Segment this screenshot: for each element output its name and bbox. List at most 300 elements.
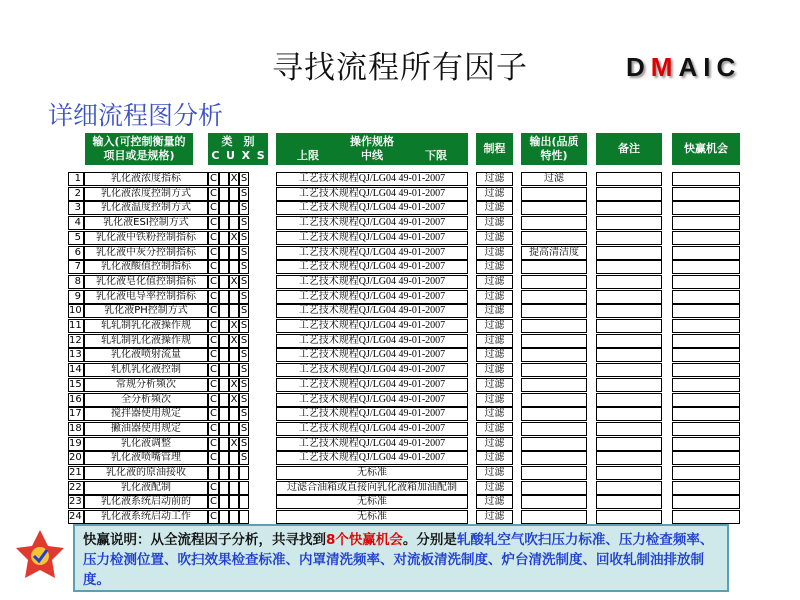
cell-rem (596, 466, 662, 480)
cell-name: 轧轧制乳化液操作规 (84, 319, 208, 333)
cell-x: X (230, 173, 238, 184)
cell-s: S (240, 217, 248, 229)
note-text1: 从全流程因子分析，共寻找到 (150, 532, 326, 548)
cell-proc: 过滤 (476, 290, 513, 304)
cell-out (521, 319, 587, 333)
cell-u (219, 437, 229, 451)
dmaic-i: I (703, 52, 717, 82)
cell-u (219, 481, 229, 495)
cell-s: S (240, 364, 248, 376)
cell-x (229, 422, 239, 436)
cell-name: 乳化液中铁粉控制指标 (84, 231, 208, 245)
cell-x (229, 407, 239, 421)
cell-name: 乳化液浓度控制方式 (84, 187, 208, 201)
header-output-line2: 特性) (540, 149, 568, 162)
cell-spec: 工艺技术规程QJ/LG04 49-01-2007 (276, 451, 468, 465)
cell-qw (672, 348, 740, 362)
cell-c: C (208, 495, 219, 509)
cell-rem (596, 422, 662, 436)
cell-u (219, 290, 229, 304)
note-text2: 。分别是 (402, 532, 457, 548)
cell-proc: 过滤 (476, 407, 513, 421)
header-cat-u: U (226, 149, 235, 162)
dmaic-m: M (650, 52, 679, 82)
cell-c: C (208, 363, 219, 377)
cell-n: 16 (68, 393, 84, 407)
cell-spec: 工艺技术规程QJ/LG04 49-01-2007 (276, 246, 468, 260)
cell-name: 常规分析频次 (84, 378, 208, 392)
cell-rem (596, 495, 662, 509)
cell-c: C (208, 260, 219, 274)
cell-s: S (240, 231, 248, 243)
cell-proc: 过滤 (476, 481, 513, 495)
cell-u (219, 304, 229, 318)
header-spec-label: 操作规格 (350, 135, 394, 148)
cell-name: 乳化液配制 (84, 481, 208, 495)
cell-qw (672, 290, 740, 304)
cell-name: 搅拌器使用规定 (84, 407, 208, 421)
cell-qw (672, 466, 740, 480)
cell-u (219, 334, 229, 348)
cell-u (219, 466, 229, 480)
cell-n: 7 (68, 260, 84, 274)
cell-n: 3 (68, 201, 84, 215)
cell-rem (596, 437, 662, 451)
cell-spec: 工艺技术规程QJ/LG04 49-01-2007 (276, 260, 468, 274)
cell-rem (596, 334, 662, 348)
cell-name: 乳化液系统启动前的 (84, 495, 208, 509)
header-spec (276, 133, 468, 165)
cell-proc: 过滤 (476, 187, 513, 201)
cell-spec: 无标准 (276, 495, 468, 509)
cell-n: 14 (68, 363, 84, 377)
cell-name: 乳化液的原油接收 (84, 466, 208, 480)
cell-proc: 过滤 (476, 422, 513, 436)
cell-n: 20 (68, 451, 84, 465)
header-remarks-label: 备注 (618, 142, 640, 155)
cell-x: X (230, 378, 238, 390)
cell-n: 8 (68, 275, 84, 289)
cell-s: S (240, 173, 248, 184)
cell-spec: 无标准 (276, 510, 468, 524)
cell-out (521, 495, 587, 509)
cell-n: 15 (68, 378, 84, 392)
cell-spec: 工艺技术规程QJ/LG04 49-01-2007 (276, 334, 468, 348)
cell-proc: 过滤 (476, 201, 513, 215)
cell-c: C (208, 246, 219, 260)
cell-rem (596, 246, 662, 260)
cell-name: 乳化液温度控制方式 (84, 201, 208, 215)
cell-n: 4 (68, 216, 84, 230)
cell-spec: 无标准 (276, 466, 468, 480)
cell-x: X (230, 320, 238, 331)
header-output-line1: 输出(品质 (529, 135, 579, 148)
cell-qw (672, 481, 740, 495)
cell-s: S (240, 349, 248, 361)
cell-out (521, 187, 587, 201)
header-quick-win-label: 快赢机会 (684, 142, 728, 155)
cell-s (239, 481, 249, 495)
note-label: 快赢说明： (83, 532, 151, 548)
cell-spec: 工艺技术规程QJ/LG04 49-01-2007 (276, 304, 468, 318)
cell-rem (596, 172, 662, 186)
cell-out (521, 451, 587, 465)
cell-name: 撇油器使用规定 (84, 422, 208, 436)
cell-name: 乳化液皂化值控制指标 (84, 275, 208, 289)
cell-s: S (240, 246, 248, 258)
cell-c: C (208, 319, 219, 333)
cell-proc: 过滤 (476, 437, 513, 451)
cell-u (219, 378, 229, 392)
cell-c: C (208, 437, 219, 451)
header-remarks (596, 133, 662, 165)
cell-u (219, 495, 229, 509)
cell-name: 乳化液电导率控制指标 (84, 290, 208, 304)
cell-x (229, 304, 239, 318)
cell-rem (596, 275, 662, 289)
cell-u (219, 393, 229, 407)
cell-rem (596, 407, 662, 421)
cell-out (521, 510, 587, 524)
cell-u (219, 187, 229, 201)
cell-qw (672, 304, 740, 318)
header-category (208, 133, 268, 165)
cell-qw (672, 393, 740, 407)
cell-x (229, 290, 239, 304)
cell-n: 23 (68, 495, 84, 509)
cell-n: 5 (68, 231, 84, 245)
cell-proc: 过滤 (476, 304, 513, 318)
cell-s: S (240, 305, 248, 317)
cell-c: C (208, 348, 219, 362)
cell-qw (672, 246, 740, 260)
cell-x: X (230, 275, 238, 287)
cell-rem (596, 451, 662, 465)
cell-qw (672, 187, 740, 201)
cell-spec: 工艺技术规程QJ/LG04 49-01-2007 (276, 290, 468, 304)
cell-out (521, 466, 587, 480)
cell-out (521, 275, 587, 289)
cell-x (229, 466, 239, 480)
cell-out (521, 363, 587, 377)
header-middle: 中线 (361, 149, 383, 162)
cell-spec: 工艺技术规程QJ/LG04 49-01-2007 (276, 275, 468, 289)
dmaic-logo (626, 52, 741, 83)
cell-x (229, 260, 239, 274)
cell-qw (672, 510, 740, 524)
header-cat-x: X (241, 149, 251, 162)
cell-rem (596, 510, 662, 524)
cell-name: 乳化液PH控制方式 (84, 304, 208, 318)
section-subtitle: 详细流程图分析 (48, 101, 224, 130)
cell-s: S (240, 452, 248, 464)
cell-u (219, 451, 229, 465)
cell-out (521, 201, 587, 215)
cell-spec: 过滤合油箱或直接向乳化液箱加油配制 (276, 481, 468, 495)
cell-c: C (208, 201, 219, 215)
cell-rem (596, 201, 662, 215)
cell-n: 21 (68, 466, 84, 480)
header-input-line1: 输入(可控制衡量的 (92, 135, 186, 148)
cell-rem (596, 348, 662, 362)
cell-u (219, 275, 229, 289)
cell-qw (672, 319, 740, 333)
cell-qw (672, 275, 740, 289)
cell-spec: 工艺技术规程QJ/LG04 49-01-2007 (276, 172, 468, 186)
cell-s (239, 510, 249, 524)
header-cat-s: S (256, 149, 265, 162)
cell-out (521, 393, 587, 407)
cell-spec: 工艺技术规程QJ/LG04 49-01-2007 (276, 407, 468, 421)
cell-qw (672, 363, 740, 377)
cell-out (521, 481, 587, 495)
cell-proc: 过滤 (476, 510, 513, 524)
note-items: 轧酸轧空气吹扫压力标准、压力检查频率、压力检测位置、吹扫效果检查标准、内罩清洗频率、对流板清洗制度、炉台清洗制度、回收轧制油排放制度。 (83, 532, 714, 588)
cell-c: C (208, 304, 219, 318)
cell-proc: 过滤 (476, 378, 513, 392)
cell-name: 乳化液中灰分控制指标 (84, 246, 208, 260)
cell-x (229, 216, 239, 230)
cell-qw (672, 422, 740, 436)
cell-c: C (208, 510, 219, 524)
cell-s: S (240, 393, 248, 405)
header-process (476, 133, 513, 165)
cell-qw (672, 495, 740, 509)
cell-spec: 工艺技术规程QJ/LG04 49-01-2007 (276, 348, 468, 362)
header-output (521, 133, 587, 165)
cell-u (219, 260, 229, 274)
cell-u (219, 407, 229, 421)
cell-proc: 过滤 (476, 260, 513, 274)
cell-x (229, 348, 239, 362)
cell-qw (672, 216, 740, 230)
cell-s (239, 495, 249, 509)
cell-s: S (240, 290, 248, 302)
cell-proc: 过滤 (476, 334, 513, 348)
quick-win-note (73, 524, 729, 592)
cell-u (219, 246, 229, 260)
header-input (85, 133, 193, 165)
cell-c (208, 466, 219, 480)
cell-n: 2 (68, 187, 84, 201)
cell-out (521, 407, 587, 421)
cell-name: 乳化液喷嘴管理 (84, 451, 208, 465)
cell-n: 11 (68, 319, 84, 333)
cell-c: C (208, 334, 219, 348)
cell-c: C (208, 481, 219, 495)
cell-s: S (240, 202, 248, 214)
dmaic-c: C (716, 52, 742, 82)
cell-out (521, 231, 587, 245)
cell-u (219, 201, 229, 215)
cell-rem (596, 216, 662, 230)
cell-spec: 工艺技术规程QJ/LG04 49-01-2007 (276, 378, 468, 392)
cell-x (229, 246, 239, 260)
cell-spec: 工艺技术规程QJ/LG04 49-01-2007 (276, 422, 468, 436)
cell-proc: 过滤 (476, 319, 513, 333)
cell-qw (672, 437, 740, 451)
cell-qw (672, 260, 740, 274)
cell-c: C (208, 451, 219, 465)
cell-rem (596, 378, 662, 392)
cell-name: 乳化液喷射流量 (84, 348, 208, 362)
cell-proc: 过滤 (476, 231, 513, 245)
cell-u (219, 348, 229, 362)
cell-c: C (208, 172, 219, 186)
cell-spec: 工艺技术规程QJ/LG04 49-01-2007 (276, 363, 468, 377)
cell-c: C (208, 275, 219, 289)
cell-n: 24 (68, 510, 84, 524)
header-upper: 上限 (297, 149, 319, 162)
cell-x: X (230, 231, 238, 243)
cell-rem (596, 319, 662, 333)
cell-u (219, 319, 229, 333)
cell-x (229, 201, 239, 215)
cell-proc: 过滤 (476, 393, 513, 407)
cell-spec: 工艺技术规程QJ/LG04 49-01-2007 (276, 437, 468, 451)
cell-n: 22 (68, 481, 84, 495)
cell-s: S (240, 408, 248, 420)
cell-name: 轧轧制乳化液操作规 (84, 334, 208, 348)
cell-qw (672, 231, 740, 245)
cell-rem (596, 290, 662, 304)
cell-qw (672, 451, 740, 465)
cell-name: 乳化液浓度指标 (84, 172, 208, 186)
page-title: 寻找流程所有因子 (272, 50, 528, 86)
cell-s: S (240, 437, 248, 449)
cell-s (239, 466, 249, 480)
dmaic-a: A (678, 52, 704, 82)
cell-out (521, 260, 587, 274)
cell-x: X (230, 393, 238, 405)
cell-s: S (240, 275, 248, 287)
cell-x: X (230, 437, 238, 449)
cell-n: 1 (68, 172, 84, 186)
cell-proc: 过滤 (476, 466, 513, 480)
cell-out (521, 422, 587, 436)
cell-name: 乳化液调整 (84, 437, 208, 451)
cell-x (229, 187, 239, 201)
cell-name: 乳化液ESI控制方式 (84, 216, 208, 230)
cell-s: S (240, 334, 248, 346)
cell-u (219, 216, 229, 230)
cell-name: 轧机乳化液控制 (84, 363, 208, 377)
cell-spec: 工艺技术规程QJ/LG04 49-01-2007 (276, 201, 468, 215)
cell-qw (672, 334, 740, 348)
cell-proc: 过滤 (476, 363, 513, 377)
header-input-line2: 项目或是规格) (103, 149, 175, 162)
cell-s: S (240, 261, 248, 273)
header-category-label: 类 别 (221, 135, 255, 148)
quick-win-logo-icon (14, 526, 66, 586)
cell-rem (596, 187, 662, 201)
cell-proc: 过滤 (476, 495, 513, 509)
cell-x (229, 495, 239, 509)
cell-x: X (230, 334, 238, 346)
cell-rem (596, 363, 662, 377)
cell-spec: 工艺技术规程QJ/LG04 49-01-2007 (276, 231, 468, 245)
cell-spec: 工艺技术规程QJ/LG04 49-01-2007 (276, 319, 468, 333)
cell-out (521, 348, 587, 362)
cell-s: S (240, 320, 248, 331)
cell-proc: 过滤 (476, 275, 513, 289)
cell-x (229, 363, 239, 377)
cell-n: 9 (68, 290, 84, 304)
cell-out (521, 378, 587, 392)
cell-u (219, 510, 229, 524)
dmaic-d: D (626, 52, 651, 82)
cell-c: C (208, 187, 219, 201)
cell-c: C (208, 422, 219, 436)
cell-n: 12 (68, 334, 84, 348)
cell-x (229, 510, 239, 524)
cell-c: C (208, 407, 219, 421)
cell-rem (596, 304, 662, 318)
cell-rem (596, 260, 662, 274)
cell-name: 乳化液系统启动工作 (84, 510, 208, 524)
cell-qw (672, 378, 740, 392)
cell-u (219, 422, 229, 436)
cell-x (229, 451, 239, 465)
cell-proc: 过滤 (476, 348, 513, 362)
cell-s: S (240, 378, 248, 390)
cell-x (229, 481, 239, 495)
cell-n: 13 (68, 348, 84, 362)
cell-c: C (208, 393, 219, 407)
cell-out: 过滤 (521, 172, 587, 186)
cell-out (521, 437, 587, 451)
cell-name: 全分析频次 (84, 393, 208, 407)
cell-spec: 工艺技术规程QJ/LG04 49-01-2007 (276, 216, 468, 230)
cell-qw (672, 407, 740, 421)
cell-u (219, 363, 229, 377)
note-highlight: 8个快赢机会 (326, 532, 403, 548)
cell-s: S (240, 422, 248, 434)
cell-n: 18 (68, 422, 84, 436)
header-lower: 下限 (425, 149, 447, 162)
cell-n: 19 (68, 437, 84, 451)
cell-rem (596, 481, 662, 495)
cell-c: C (208, 216, 219, 230)
cell-proc: 过滤 (476, 451, 513, 465)
header-cat-c: C (211, 149, 220, 162)
cell-out: 提高清洁度 (521, 246, 587, 260)
cell-out (521, 290, 587, 304)
cell-rem (596, 393, 662, 407)
cell-n: 6 (68, 246, 84, 260)
cell-out (521, 216, 587, 230)
cell-c: C (208, 290, 219, 304)
cell-name: 乳化液酸值控制指标 (84, 260, 208, 274)
cell-u (219, 231, 229, 245)
cell-proc: 过滤 (476, 216, 513, 230)
cell-qw (672, 172, 740, 186)
cell-out (521, 334, 587, 348)
cell-rem (596, 231, 662, 245)
header-quick-win (672, 133, 740, 165)
cell-s: S (240, 187, 248, 199)
cell-out (521, 304, 587, 318)
cell-spec: 工艺技术规程QJ/LG04 49-01-2007 (276, 187, 468, 201)
cell-n: 17 (68, 407, 84, 421)
cell-proc: 过滤 (476, 172, 513, 186)
cell-c: C (208, 231, 219, 245)
cell-c: C (208, 378, 219, 392)
cell-qw (672, 201, 740, 215)
cell-n: 10 (68, 304, 84, 318)
cell-proc: 过滤 (476, 246, 513, 260)
cell-spec: 工艺技术规程QJ/LG04 49-01-2007 (276, 393, 468, 407)
